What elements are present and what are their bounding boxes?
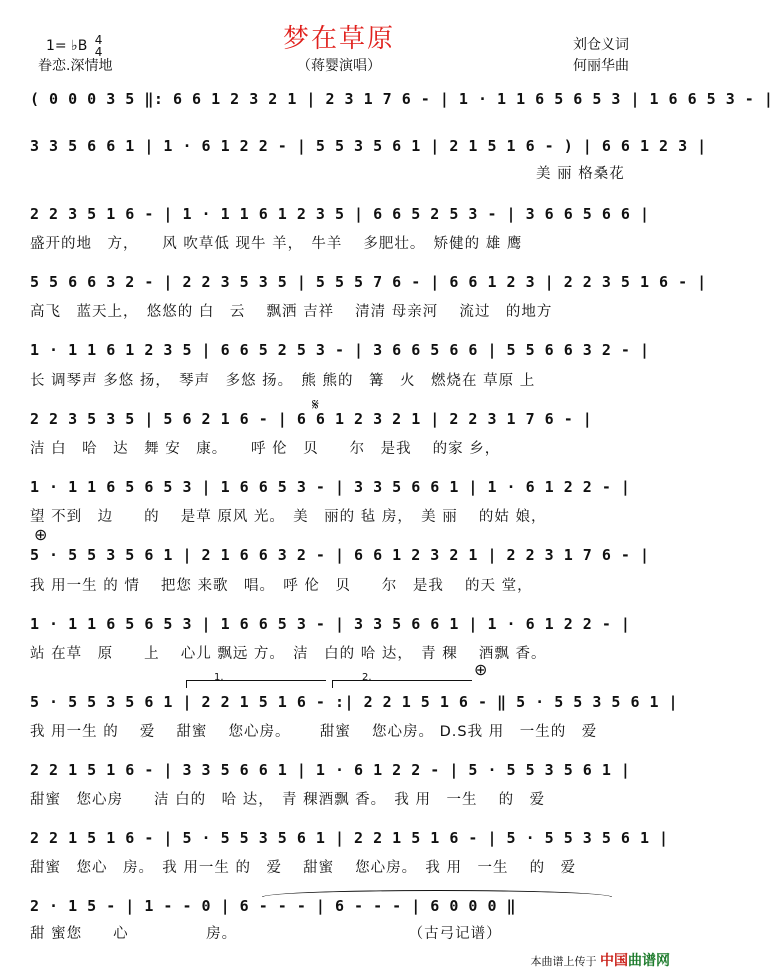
- lyrics-row-10: 我 用一生 的 爱 甜蜜 您心房。 甜蜜 您心房。 D.S我 用 一生的 爱: [30, 724, 598, 740]
- second-ending-mark: 2.: [362, 672, 372, 683]
- lyrics-row-4: 高飞 蓝天上， 悠悠的 白 云 飘洒 吉祥 清清 母亲河 流过 的地方: [30, 304, 553, 320]
- notation-row-1: ( 0 0 0 3 5 ‖: 6 6 1 2 3 2 1 | 2 3 1 7 6 - | 1 · 1 1 6 5 6 5 3 | 1 6 6 5 3 - |: [30, 90, 773, 108]
- composer-credit: 何丽华曲: [573, 58, 629, 74]
- lyrics-row-5: 长 调琴声 多悠 扬， 琴声 多悠 扬。 熊 熊的 篝 火 燃烧在 草原 上: [30, 373, 536, 389]
- lyrics-row-7: 望 不到 边 的 是草 原风 光。 美 丽的 毡 房， 美 丽 的姑 娘，: [30, 509, 547, 525]
- notation-row-12: 2 2 1 5 1 6 - | 5 · 5 5 3 5 6 1 | 2 2 1 5 1 6 - | 5 · 5 5 3 5 6 1 |: [30, 829, 669, 847]
- site-logo-sub: 曲谱网: [628, 953, 670, 969]
- song-title: 梦在草原: [282, 24, 395, 54]
- notation-row-3: 2 2 3 5 1 6 - | 1 · 1 1 6 1 2 3 5 | 6 6 5 2 5 3 - | 3 6 6 5 6 6 |: [30, 205, 650, 223]
- tempo-mood: 眷恋.深情地: [38, 58, 113, 74]
- coda-sign-2: ⊕: [474, 660, 488, 679]
- notation-row-5: 1 · 1 1 6 1 2 3 5 | 6 6 5 2 5 3 - | 3 6 6 5 6 6 | 5 5 6 6 3 2 - |: [30, 341, 650, 359]
- lyrics-row-13: 甜 蜜您 心 房。 （古弓记谱）: [30, 926, 502, 942]
- notation-row-8: 5 · 5 5 3 5 6 1 | 2 1 6 6 3 2 - | 6 6 1 2 3 2 1 | 2 2 3 1 7 6 - |: [30, 546, 650, 564]
- singer-credit: （蒋婴演唱）: [297, 58, 381, 74]
- key-label: 1= ♭B: [46, 38, 88, 54]
- coda-sign-1: ⊕: [34, 525, 48, 544]
- first-ending-mark: 1.: [214, 672, 224, 683]
- notation-row-4: 5 5 6 6 3 2 - | 2 2 3 5 3 5 | 5 5 5 7 6 - | 6 6 1 2 3 | 2 2 3 5 1 6 - |: [30, 273, 707, 291]
- upload-text: 本曲谱上传于: [530, 955, 597, 968]
- segno-sign: 𝄋: [312, 395, 319, 414]
- lyrics-row-3: 盛开的地 方， 风 吹草低 现牛 羊， 牛羊 多肥壮。 矫健的 雄 鹰: [30, 236, 523, 252]
- time-numerator: 4: [94, 33, 103, 47]
- notation-row-7: 1 · 1 1 6 5 6 5 3 | 1 6 6 5 3 - | 3 3 5 6 6 1 | 1 · 6 1 2 2 - |: [30, 478, 631, 496]
- lyrics-row-11: 甜蜜 您心房 洁 白的 哈 达， 青 稞酒飘 香。 我 用 一生 的 爱: [30, 792, 546, 808]
- footer-watermark: [531, 950, 671, 970]
- lyrics-row-9: 站 在草 原 上 心儿 飘远 方。 洁 白的 哈 达， 青 稞 酒飘 香。: [30, 646, 547, 662]
- notation-row-11: 2 2 1 5 1 6 - | 3 3 5 6 6 1 | 1 · 6 1 2 2 - | 5 · 5 5 3 5 6 1 |: [30, 761, 631, 779]
- notation-row-9: 1 · 1 1 6 5 6 5 3 | 1 6 6 5 3 - | 3 3 5 6 6 1 | 1 · 6 1 2 2 - |: [30, 615, 631, 633]
- lyrics-row-2: 美 丽 格桑花: [536, 166, 625, 182]
- notation-row-6: 2 2 3 5 3 5 | 5 6 2 1 6 - | 6 6 1 2 3 2 1 | 2 2 3 1 7 6 - |: [30, 410, 593, 428]
- lyrics-row-12: 甜蜜 您心 房。 我 用一生 的 爱 甜蜜 您心房。 我 用 一生 的 爱: [30, 860, 577, 876]
- lyrics-row-6: 洁 白 哈 达 舞 安 康。 呼 伦 贝 尔 是我 的家 乡，: [30, 441, 501, 457]
- time-denominator: 4: [94, 45, 103, 59]
- lyrics-row-8: 我 用一生 的 情 把您 来歌 唱。 呼 伦 贝 尔 是我 的天 堂，: [30, 578, 533, 594]
- site-logo-brand: 中国: [600, 953, 628, 969]
- notation-row-10: 5 · 5 5 3 5 6 1 | 2 2 1 5 1 6 - :| 2 2 1 5 1 6 - ‖ 5 · 5 5 3 5 6 1 |: [30, 693, 679, 711]
- notation-row-13: 2 · 1 5 - | 1 - - 0 | 6 - - - | 6 - - - | 6 0 0 0 ‖: [30, 897, 517, 915]
- notation-row-2: 3 3 5 6 6 1 | 1 · 6 1 2 2 - | 5 5 3 5 6 1 | 2 1 5 1 6 - ) | 6 6 1 2 3 |: [30, 137, 707, 155]
- lyricist-credit: 刘仓义词: [573, 37, 629, 53]
